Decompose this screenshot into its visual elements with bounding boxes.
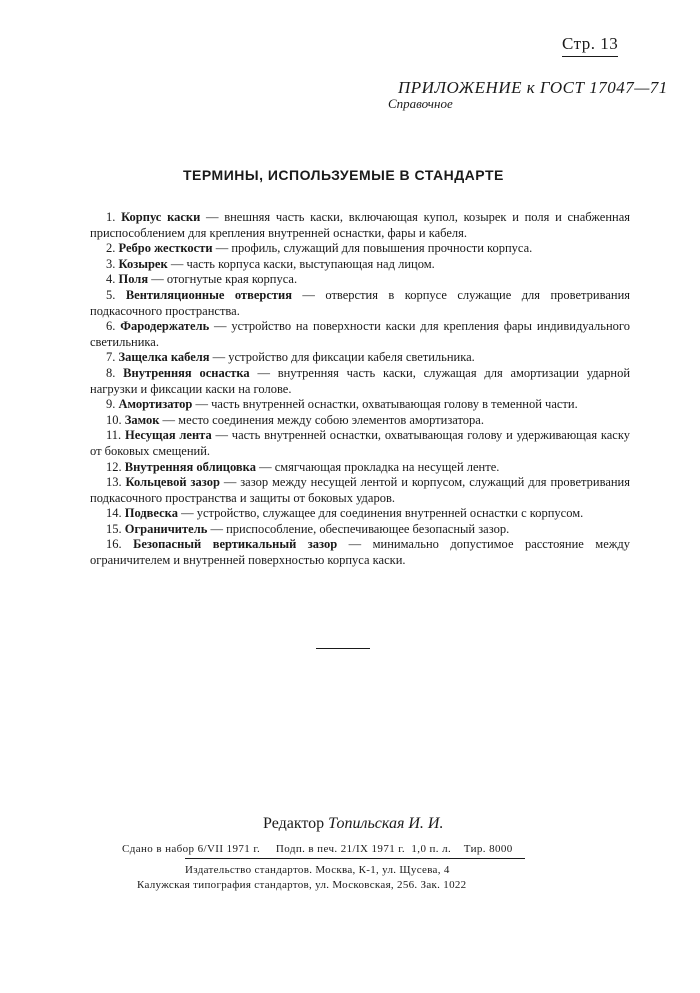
term-item: 11. Несущая лента — часть внутренней оснастки, охватывающая голову и удерживающая каску от боковых смещений. [90, 428, 630, 458]
imprint-sent: Сдано в набор 6/VII 1971 г. [122, 843, 261, 855]
term-name: Замок [124, 412, 160, 427]
annex-title: ПРИЛОЖЕНИЕ к ГОСТ 17047—71 [398, 78, 668, 97]
term-definition: — устройство на поверхности каски для крепления фары индивидуального светильника. [90, 319, 630, 349]
page-number: Стр. 13 [562, 34, 618, 57]
term-definition: — смягчающая прокладка на несущей ленте. [259, 459, 500, 474]
term-item: 15. Ограничитель — приспособление, обеспечивающее безопасный зазор. [106, 521, 510, 536]
term-definition: — зазор между несущей лентой и корпусом, служащий для проветривания подкасочного пространства и защиты от боковых ударов. [90, 475, 630, 505]
term-name: Несущая лента [124, 428, 212, 443]
imprint-divider [185, 858, 525, 859]
term-name: Козырек [118, 256, 168, 271]
term-name: Фародержатель [120, 319, 210, 334]
term-item: 5. Вентиляционные отверстия — отверстия в корпусе служащие для проветривания подкасочного пространства. [90, 287, 631, 318]
term-item: 16. Безопасный вертикальный зазор — минимально допустимое расстояние между ограничителем и внутренней поверхностью корпуса каски. [90, 537, 630, 568]
imprint-sheets: 1,0 п. л. [411, 843, 452, 855]
imprint-line [122, 843, 513, 855]
term-item: 10. Замок — место соединения между собою элементов амортизатора. [106, 412, 484, 427]
section-divider [316, 648, 370, 649]
term-item: 9. Амортизатор — часть внутренней оснастки, охватывающая голову в теменной части. [106, 397, 578, 412]
term-definition: — внутренняя часть каски, служащая для амортизации ударной нагрузки и фиксации каски на голове. [90, 365, 631, 396]
terms-list [90, 210, 630, 569]
term-item: 7. Защелка кабеля — устройство для фиксации кабеля светильника. [106, 350, 475, 365]
term-definition: — устройство для фиксации кабеля светильника. [212, 350, 475, 365]
term-name: Ребро жесткости [118, 241, 213, 256]
term-name: Поля [118, 272, 149, 287]
term-item: 2. Ребро жесткости — профиль, служащий для повышения прочности корпуса. [106, 241, 533, 256]
section-title: ТЕРМИНЫ, ИСПОЛЬЗУЕМЫЕ В СТАНДАРТЕ [183, 167, 504, 183]
term-item: 6. Фародержатель — устройство на поверхности каски для крепления фары индивидуального светильника. [90, 319, 630, 349]
annex-note: Справочное [388, 96, 453, 111]
term-name: Ограничитель [124, 521, 208, 536]
term-definition: — часть корпуса каски, выступающая над лицом. [170, 256, 435, 271]
term-definition: — отогнутые края корпуса. [151, 272, 298, 287]
term-definition: — часть внутренней оснастки, охватывающая голову и удерживающая каску от боковых смещений. [90, 428, 630, 458]
term-name: Вентиляционные отверстия [125, 287, 292, 302]
term-definition: — профиль, служащий для повышения прочности корпуса. [215, 241, 533, 256]
term-item: 1. Корпус каски — внешняя часть каски, включающая купол, козырек и поля и снабженная приспособлением для крепления внутренней оснастки, фары и кабеля. [90, 210, 631, 240]
imprint-run: Тир. 8000 [463, 843, 513, 855]
term-name: Кольцевой зазор [125, 475, 220, 490]
term-definition: — минимально допустимое расстояние между ограничителем и внутренней поверхностью корпуса каски. [90, 537, 630, 568]
term-name: Внутренняя облицовка [124, 459, 256, 474]
term-item: 13. Кольцевой зазор — зазор между несущей лентой и корпусом, служащий для проветривания подкасочного пространства и защиты от боковых ударов. [90, 475, 630, 505]
term-definition: — место соединения между собою элементов амортизатора. [162, 412, 484, 427]
term-name: Защелка кабеля [118, 350, 210, 365]
term-definition: — устройство, служащее для соединения внутренней оснастки с корпусом. [181, 506, 584, 521]
editor-name: Топильская И. И. [328, 815, 444, 832]
term-item: 3. Козырек — часть корпуса каски, выступающая над лицом. [106, 256, 435, 271]
term-item: 12. Внутренняя облицовка — смягчающая прокладка на несущей ленте. [106, 459, 500, 474]
printer-line: Калужская типография стандартов, ул. Московская, 256. Зак. 1022 [137, 879, 467, 891]
editor-label: Редактор [263, 815, 325, 832]
term-name: Внутренняя оснастка [123, 365, 250, 380]
editor-line [263, 815, 443, 833]
term-name: Корпус каски [121, 210, 201, 224]
term-item: 14. Подвеска — устройство, служащее для соединения внутренней оснастки с корпусом. [106, 506, 584, 521]
term-item: 4. Поля — отогнутые края корпуса. [106, 272, 298, 287]
term-name: Безопасный вертикальный зазор [133, 537, 338, 552]
term-name: Амортизатор [118, 397, 193, 412]
term-definition: — приспособление, обеспечивающее безопасный зазор. [210, 521, 510, 536]
publisher-line: Издательство стандартов. Москва, К-1, ул. Щусева, 4 [185, 864, 450, 876]
imprint-signed: Подп. в печ. 21/IX 1971 г. [275, 843, 406, 855]
term-definition: — часть внутренней оснастки, охватывающая голову в теменной части. [195, 397, 578, 412]
term-definition: — внешняя часть каски, включающая купол, козырек и поля и снабженная приспособлением для крепления внутренней оснастки, фары и кабеля. [90, 210, 631, 240]
term-name: Подвеска [124, 506, 178, 521]
term-item: 8. Внутренняя оснастка — внутренняя часть каски, служащая для амортизации ударной нагрузки и фиксации каски на голове. [90, 365, 631, 396]
term-definition: — отверстия в корпусе служащие для проветривания подкасочного пространства. [90, 287, 631, 318]
